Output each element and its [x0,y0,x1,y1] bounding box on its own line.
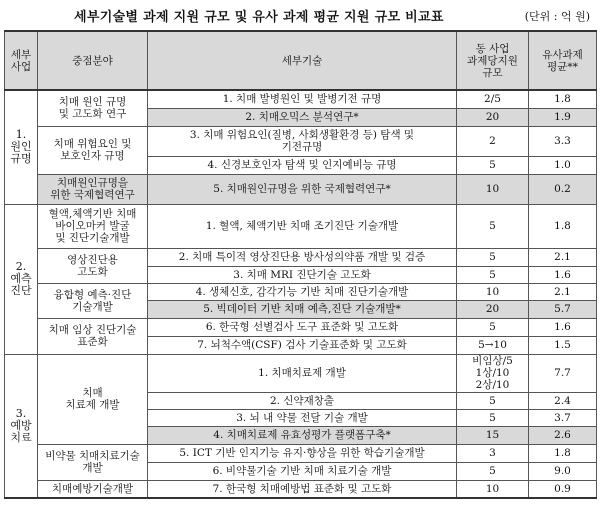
project-cell: 1. 원인 규명 [5,90,38,204]
project-cell: 2. 예측 진단 [5,204,38,354]
avg-cell: 1.0 [529,156,597,174]
avg-cell: 0.2 [529,174,597,204]
table-row [5,480,597,498]
scale-cell: 10 [457,174,529,204]
tech-cell: 3. 치매 위험요인(질병, 사회생활환경 등) 탐색 및 기전규명 [148,126,457,156]
avg-cell: 1.8 [529,444,597,462]
table-row [5,444,597,462]
scale-cell: 5 [457,318,529,336]
tech-cell: 5. ICT 기반 인지기능 유지·향상을 위한 학습기술개발 [148,444,457,462]
table-row [5,248,597,266]
unit-label: (단위 : 억 원) [524,10,590,23]
scale-cell: 5 [457,462,529,480]
tech-cell: 2. 치매 특이적 영상진단용 방사성의약품 개발 및 검증 [148,248,457,266]
scale-cell: 10 [457,480,529,498]
avg-cell: 1.5 [529,336,597,354]
table-title: 세부기술별 과제 지원 규모 및 유사 과제 평균 지원 규모 비교표 [74,10,444,25]
tech-cell: 2. 신약재창출 [148,392,457,409]
table-row [5,354,597,392]
title-bar [0,0,600,30]
tech-cell: 2. 치매오믹스 분석연구* [148,108,457,126]
header-field: 중점분야 [38,31,148,90]
scale-cell: 비임상/5 1상/10 2상/10 [457,354,529,392]
header-row [5,31,597,90]
scale-cell: 2/5 [457,90,529,108]
table-row [5,283,597,300]
header-project: 세부 사업 [5,31,38,90]
tech-cell: 3. 치매 MRI 진단기술 고도화 [148,266,457,283]
avg-cell: 1.6 [529,318,597,336]
avg-cell: 2.1 [529,248,597,266]
field-cell: 치매예방기술개발 [38,480,148,498]
header-avg: 유사과제 평균** [529,31,597,90]
avg-cell: 2.6 [529,426,597,444]
scale-cell: 3 [457,444,529,462]
avg-cell: 2.1 [529,283,597,300]
table-row [5,318,597,336]
header-scale: 동 사업 과제당지원 규모 [457,31,529,90]
scale-cell: 5→10 [457,336,529,354]
tech-cell: 7. 한국형 치매예방법 표준화 및 고도화 [148,480,457,498]
tech-cell: 1. 치매 발병원인 및 발병기전 규명 [148,90,457,108]
scale-cell: 5 [457,392,529,409]
scale-cell: 5 [457,409,529,426]
table-row [5,126,597,156]
tech-cell: 1. 치매치료제 개발 [148,354,457,392]
scale-cell: 2 [457,126,529,156]
avg-cell: 7.7 [529,354,597,392]
avg-cell: 3.7 [529,409,597,426]
scale-cell: 5 [457,156,529,174]
tech-cell: 1. 혈액, 체액기반 치매 조기진단 기술개발 [148,204,457,248]
avg-cell: 1.6 [529,266,597,283]
tech-cell: 5. 치매원인규명을 위한 국제협력연구* [148,174,457,204]
scale-cell: 5 [457,248,529,266]
field-cell: 영상진단용 고도화 [38,248,148,283]
field-cell: 치매 위험요인 및 보호인자 규명 [38,126,148,174]
avg-cell: 1.8 [529,204,597,248]
field-cell: 치매 임상 진단기술 표준화 [38,318,148,354]
scale-cell: 15 [457,426,529,444]
avg-cell: 1.9 [529,108,597,126]
tech-cell: 4. 치매치료제 유효성평가 플랫폼구축* [148,426,457,444]
tech-cell: 4. 신경보호인자 탐색 및 인지예비능 규명 [148,156,457,174]
scale-cell: 20 [457,108,529,126]
field-cell: 치매원인규명을 위한 국제협력연구 [38,174,148,204]
table-row [5,90,597,108]
avg-cell: 5.7 [529,300,597,318]
avg-cell: 0.9 [529,480,597,498]
scale-cell: 5 [457,266,529,283]
field-cell: 비약물 치매치료기술 개발 [38,444,148,480]
scale-cell: 5 [457,204,529,248]
project-cell: 3. 예방 치료 [5,354,38,498]
avg-cell: 2.4 [529,392,597,409]
avg-cell: 1.8 [529,90,597,108]
tech-cell: 3. 뇌 내 약물 전달 기술 개발 [148,409,457,426]
table-row [5,174,597,204]
avg-cell: 3.3 [529,126,597,156]
tech-cell: 4. 생체신호, 감각기능 기반 치매 진단기술개발 [148,283,457,300]
avg-cell: 9.0 [529,462,597,480]
field-cell: 치매 치료제 개발 [38,354,148,444]
header-tech: 세부기술 [148,31,457,90]
comparison-table [4,30,597,499]
scale-cell: 20 [457,300,529,318]
tech-cell: 5. 빅데이터 기반 치매 예측,진단 기술개발* [148,300,457,318]
tech-cell: 6. 한국형 선별검사 도구 표준화 및 고도화 [148,318,457,336]
tech-cell: 6. 비약물기술 기반 치매 치료기술 개발 [148,462,457,480]
tech-cell: 7. 뇌척수액(CSF) 검사 기술표준화 및 고도화 [148,336,457,354]
field-cell: 융합형 예측·진단 기술개발 [38,283,148,318]
field-cell: 치매 원인 규명 및 고도화 연구 [38,90,148,126]
field-cell: 혈액,체액기반 치매 바이오마커 발굴 및 진단기술개발 [38,204,148,248]
table-row [5,204,597,248]
scale-cell: 10 [457,283,529,300]
